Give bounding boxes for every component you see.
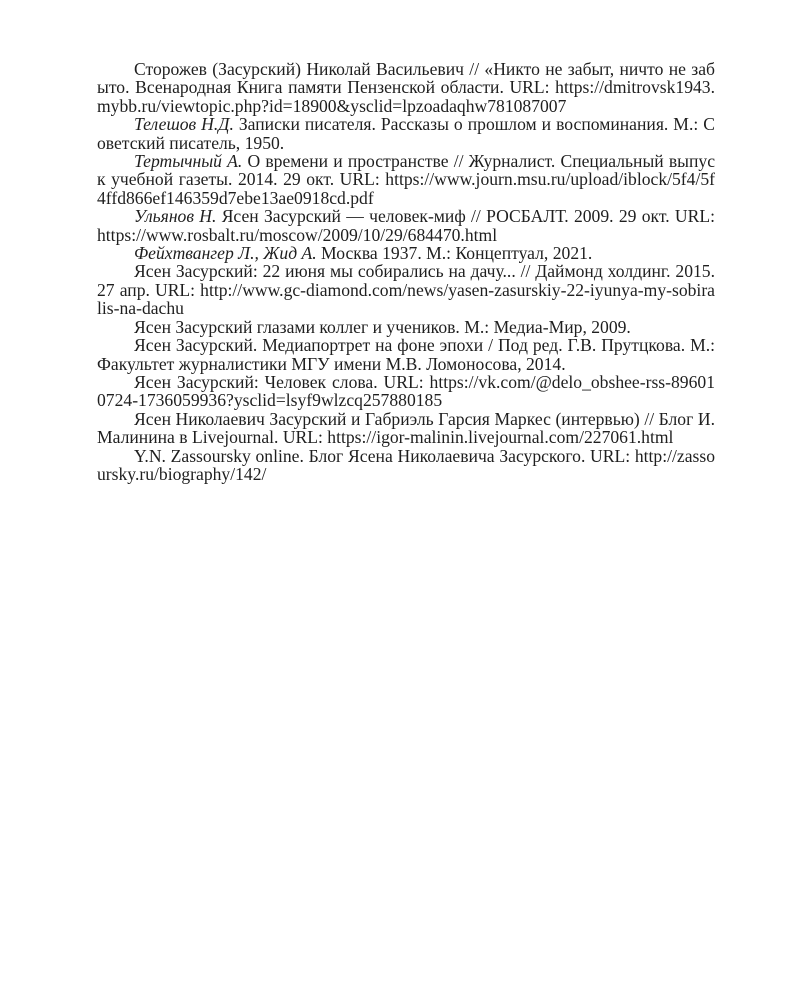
reference-text: Ясен Николаевич Засурский и Габриэль Гарсия Маркес (интервью) // Блог И. Малинина в Livejournal. URL: https://igor-malinin.livejournal.com/227061.html [97,408,715,448]
reference-entry [97,318,715,336]
reference-entry [97,373,715,410]
reference-entry [97,262,715,317]
reference-text: Ясен Засурский глазами коллег и учеников. М.: Медиа-Мир, 2009. [134,316,631,337]
reference-entry [97,60,715,115]
reference-author: Телешов Н.Д. [134,114,234,135]
reference-entry [97,152,715,207]
reference-text: Ясен Засурский. Медиапортрет на фоне эпохи / Под ред. Г.В. Прутцкова. М.: Факультет журналистики МГУ имени М.В. Ломоносова, 2014. [97,335,715,374]
reference-text: Ясен Засурский — человек-миф // РОСБАЛТ. 2009. 29 окт. URL: https://www.rosbalt.ru/moscow/2009/10/29/684470.html [97,206,715,245]
reference-entry [97,207,715,244]
reference-entry [97,447,715,484]
reference-entry [97,410,715,447]
reference-text: Y.N. Zassoursky online. Блог Ясена Николаевича Засурского. URL: http://zassoursky.ru/biography/142/ [97,445,715,484]
reference-text: Ясен Засурский: 22 июня мы собирались на дачу... // Даймонд холдинг. 2015. 27 апр. URL: http://www.gc-diamond.com/news/yasen-zasurskiy-22-iyunya-my-sobiralis-na-dachu [97,261,715,319]
reference-list [97,60,715,483]
reference-author: Тертычный А. [134,151,243,172]
reference-author: Ульянов Н. [134,206,217,227]
reference-author: Фейхтвангер Л., Жид А. [134,243,317,264]
reference-entry [97,244,715,262]
reference-text: Ясен Засурский: Человек слова. URL: https://vk.com/@delo_obshee-rss-896010724-1736059936?ysclid=lsyf9wlzcq257880185 [97,371,715,411]
reference-text: Сторожев (Засурский) Николай Васильевич // «Никто не забыт, ничто не забыто. Всенародная Книга памяти Пензенской области. URL: https://dmitrovsk1943.mybb.ru/viewtopic.php?id=18900&ysclid=lpzoadaqhw781087007 [97,59,715,116]
reference-entry [97,115,715,152]
reference-text: Записки писателя. Рассказы о прошлом и воспоминания. М.: Советский писатель, 1950. [97,114,715,153]
reference-text: Москва 1937. М.: Концептуал, 2021. [316,243,593,264]
reference-text: О времени и пространстве // Журналист. Специальный выпуск учебной газеты. 2014. 29 окт. URL: https://www.journ.msu.ru/upload/iblock/5f4/5f4ffd866ef146359d7ebe13ae0918cd.pdf [97,151,716,208]
reference-entry [97,336,715,373]
